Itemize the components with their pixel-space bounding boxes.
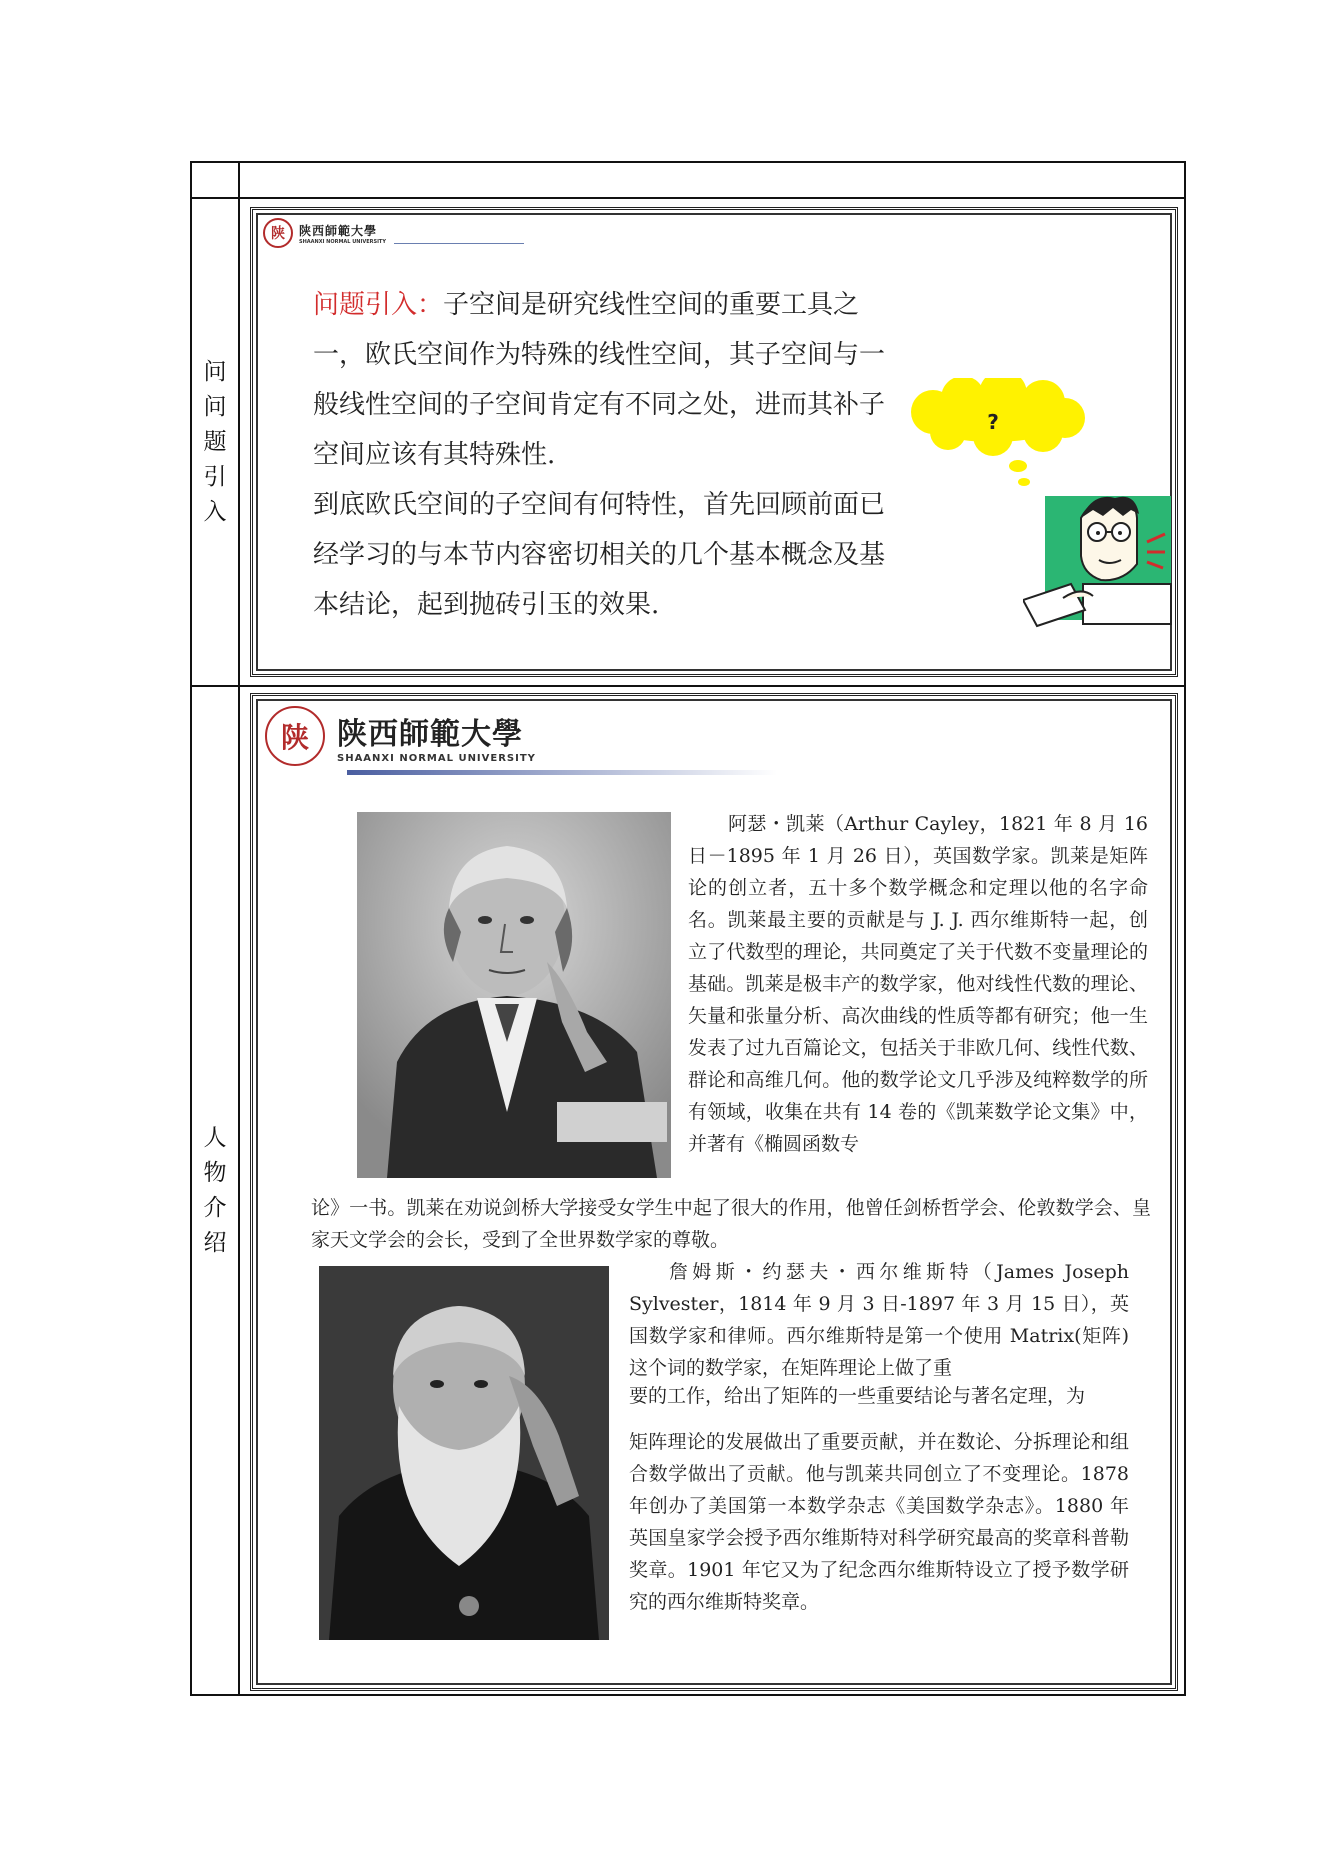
- intro-label-cell: [192, 199, 238, 685]
- logo-name-cn: 陕西師範大學: [299, 223, 378, 238]
- sylvester-bio-part-3: 矩阵理论的发展做出了重要贡献，并在数论、分拆理论和组合数学做出了贡献。他与凯莱共同创立了不变理论。1878 年创办了美国第一本数学杂志《美国数学杂志》。1880 年英国皇家学会授予西尔维斯特对科学研究最高的奖章科普勒奖章。1901 年它又为了纪念西尔维斯特设立了授予数学研究的西尔维斯特奖章。: [629, 1431, 1129, 1613]
- university-seal-icon: 陕: [265, 706, 325, 766]
- intro-text: [313, 280, 903, 630]
- arthur-cayley-portrait: [357, 812, 671, 1178]
- thought-cloud: [893, 378, 1093, 488]
- cayley-bio-part-1: 阿瑟・凯莱（Arthur Cayley，1821 年 8 月 16 日－1895 年 1 月 26 日），英国数学家。凯莱是矩阵论的创立者，五十多个数学概念和定理以他的名字命名。凯莱最主要的贡献是与 J. J. 西尔维斯特一起，创立了代数型的理论，共同奠定了关于代数不变量理论的基础。凯莱是极丰产的数学家，他对线性代数的理论、矢量和张量分析、高次曲线的性质等都有研究；他一生发表了过九百篇论文，包括关于非欧几何、线性代数、群论和高维几何。他的数学论文几乎涉及纯粹数学的所有领域，收集在共有 14 卷的《凯莱数学论文集》中，并著有《椭圆函数专: [688, 813, 1148, 1155]
- content-table: [190, 161, 1186, 1696]
- logo-name-en: SHAANXI NORMAL UNIVERSITY: [337, 752, 536, 764]
- column-divider: [238, 163, 240, 1694]
- logo-name-en: SHAANXI NORMAL UNIVERSITY: [299, 238, 386, 245]
- intro-paragraph-1: [313, 280, 903, 480]
- university-logo: [263, 218, 524, 248]
- intro-slide: [250, 207, 1178, 677]
- logo-rule: [347, 770, 777, 775]
- cayley-photo-image: [357, 812, 671, 1178]
- thinking-man-icon: [1023, 488, 1173, 638]
- people-row-label: 人物介绍: [203, 1124, 227, 1256]
- sylvester-bio-part-2: 要的工作，给出了矩阵的一些重要结论与著名定理，为: [629, 1385, 1086, 1407]
- people-slide: [250, 693, 1178, 1691]
- row-divider: [192, 197, 1184, 199]
- cayley-bio-part-2: 论》一书。凯莱在劝说剑桥大学接受女学生中起了很大的作用，他曾任剑桥哲学会、伦敦数学会、皇家天文学会的会长，受到了全世界数学家的尊敬。: [311, 1197, 1151, 1251]
- intro-row-label: 问问题引入: [203, 358, 227, 525]
- sylvester-bio-part-1: 詹姆斯・约瑟夫・西尔维斯特（James Joseph Sylvester，1814 年 9 月 3 日-1897 年 3 月 15 日），英国数学家和律师。西尔维斯特是第一个使用 Matrix(矩阵)这个词的数学家，在矩阵理论上做了重: [629, 1261, 1129, 1379]
- sylvester-photo-image: [319, 1266, 609, 1640]
- university-logo-large: [265, 706, 536, 766]
- intro-heading: 问题引入：: [313, 290, 444, 320]
- people-label-cell: [192, 687, 238, 1694]
- university-seal-icon: 陕: [263, 218, 293, 248]
- logo-name-cn: 陕西師範大學: [337, 716, 523, 752]
- logo-underline: [394, 243, 524, 244]
- intro-paragraph-1-body: 子空间是研究线性空间的重要工具之一，欧氏空间作为特殊的线性空间，其子空间与一般线性空间的子空间肯定有不同之处，进而其补子空间应该有其特殊性.: [313, 290, 886, 470]
- row-divider: [192, 685, 1184, 687]
- cloud-question-mark: ?: [987, 410, 999, 434]
- intro-paragraph-2: 到底欧氏空间的子空间有何特性，首先回顾前面已经学习的与本节内容密切相关的几个基本概念及基本结论，起到抛砖引玉的效果.: [313, 490, 886, 620]
- james-sylvester-portrait: [319, 1266, 609, 1640]
